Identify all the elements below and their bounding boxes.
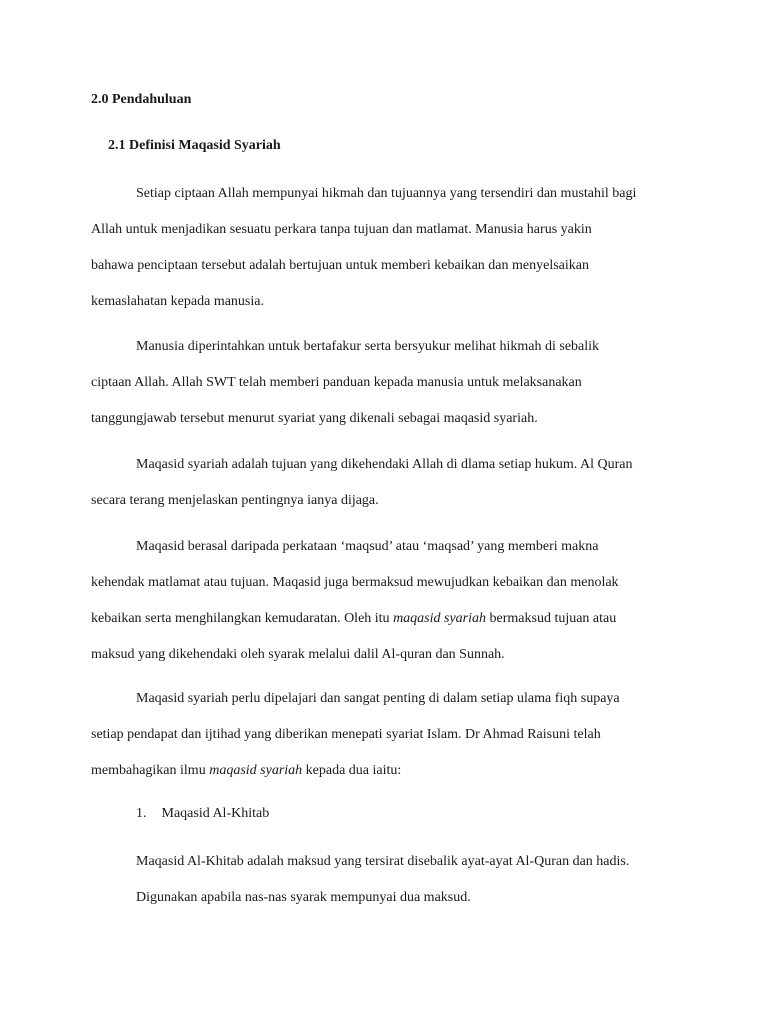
sub-paragraph: [136, 844, 696, 916]
paragraph-line: tanggungjawab tersebut menurut syariat yang dikenali sebagai maqasid syariah.: [91, 411, 538, 426]
paragraph-1: [91, 176, 681, 320]
list-number: 1.: [136, 806, 147, 821]
subsection-heading: 2.1 Definisi Maqasid Syariah: [108, 138, 281, 153]
paragraph-line: setiap pendapat dan ijtihad yang diberikan menepati syariat Islam. Dr Ahmad Raisuni telah: [91, 727, 601, 742]
paragraph-line: Maqasid berasal daripada perkataan ‘maqsud’ atau ‘maqsad’ yang memberi makna: [136, 539, 599, 554]
numbered-list-item: [136, 806, 269, 822]
section-heading: 2.0 Pendahuluan: [91, 92, 192, 107]
paragraph-line: [91, 601, 681, 637]
paragraph-line: Maqasid syariah adalah tujuan yang dikehendaki Allah di dlama setiap hukum. Al Quran: [136, 457, 633, 472]
paragraph-line: Allah untuk menjadikan sesuatu perkara tanpa tujuan dan matlamat. Manusia harus yakin: [91, 222, 592, 237]
list-item-label: Maqasid Al-Khitab: [161, 806, 270, 821]
paragraph-line: kehendak matlamat atau tujuan. Maqasid juga bermaksud mewujudkan kebaikan dan menolak: [91, 575, 619, 590]
paragraph-line: [91, 753, 681, 789]
paragraph-line: Maqasid Al-Khitab adalah maksud yang tersirat disebalik ayat-ayat Al-Quran dan hadis.: [136, 854, 630, 869]
paragraph-line: Maqasid syariah perlu dipelajari dan sangat penting di dalam setiap ulama fiqh supaya: [136, 691, 620, 706]
paragraph-line: Digunakan apabila nas-nas syarak mempunyai dua maksud.: [136, 890, 471, 905]
paragraph-line: bahawa penciptaan tersebut adalah bertujuan untuk memberi kebaikan dan menyelsaikan: [91, 258, 589, 273]
text-run: kepada dua iaitu:: [302, 763, 402, 778]
paragraph-4: [91, 529, 681, 673]
text-run: kebaikan serta menghilangkan kemudaratan. Oleh itu: [91, 611, 394, 626]
paragraph-5: [91, 681, 681, 789]
paragraph-line: maksud yang dikehendaki oleh syarak melalui dalil Al-quran dan Sunnah.: [91, 647, 505, 662]
text-run: membahagikan ilmu: [91, 763, 210, 778]
paragraph-line: Setiap ciptaan Allah mempunyai hikmah dan tujuannya yang tersendiri dan mustahil bagi: [136, 186, 637, 201]
paragraph-line: kemaslahatan kepada manusia.: [91, 294, 264, 309]
italic-term: maqasid syariah: [209, 763, 303, 778]
italic-term: maqasid syariah: [393, 611, 487, 626]
text-run: bermaksud tujuan atau: [486, 611, 617, 626]
paragraph-2: [91, 329, 681, 437]
paragraph-line: secara terang menjelaskan pentingnya ianya dijaga.: [91, 493, 379, 508]
paragraph-line: ciptaan Allah. Allah SWT telah memberi panduan kepada manusia untuk melaksanakan: [91, 375, 582, 390]
paragraph-line: Manusia diperintahkan untuk bertafakur serta bersyukur melihat hikmah di sebalik: [136, 339, 600, 354]
paragraph-3: [91, 447, 681, 519]
